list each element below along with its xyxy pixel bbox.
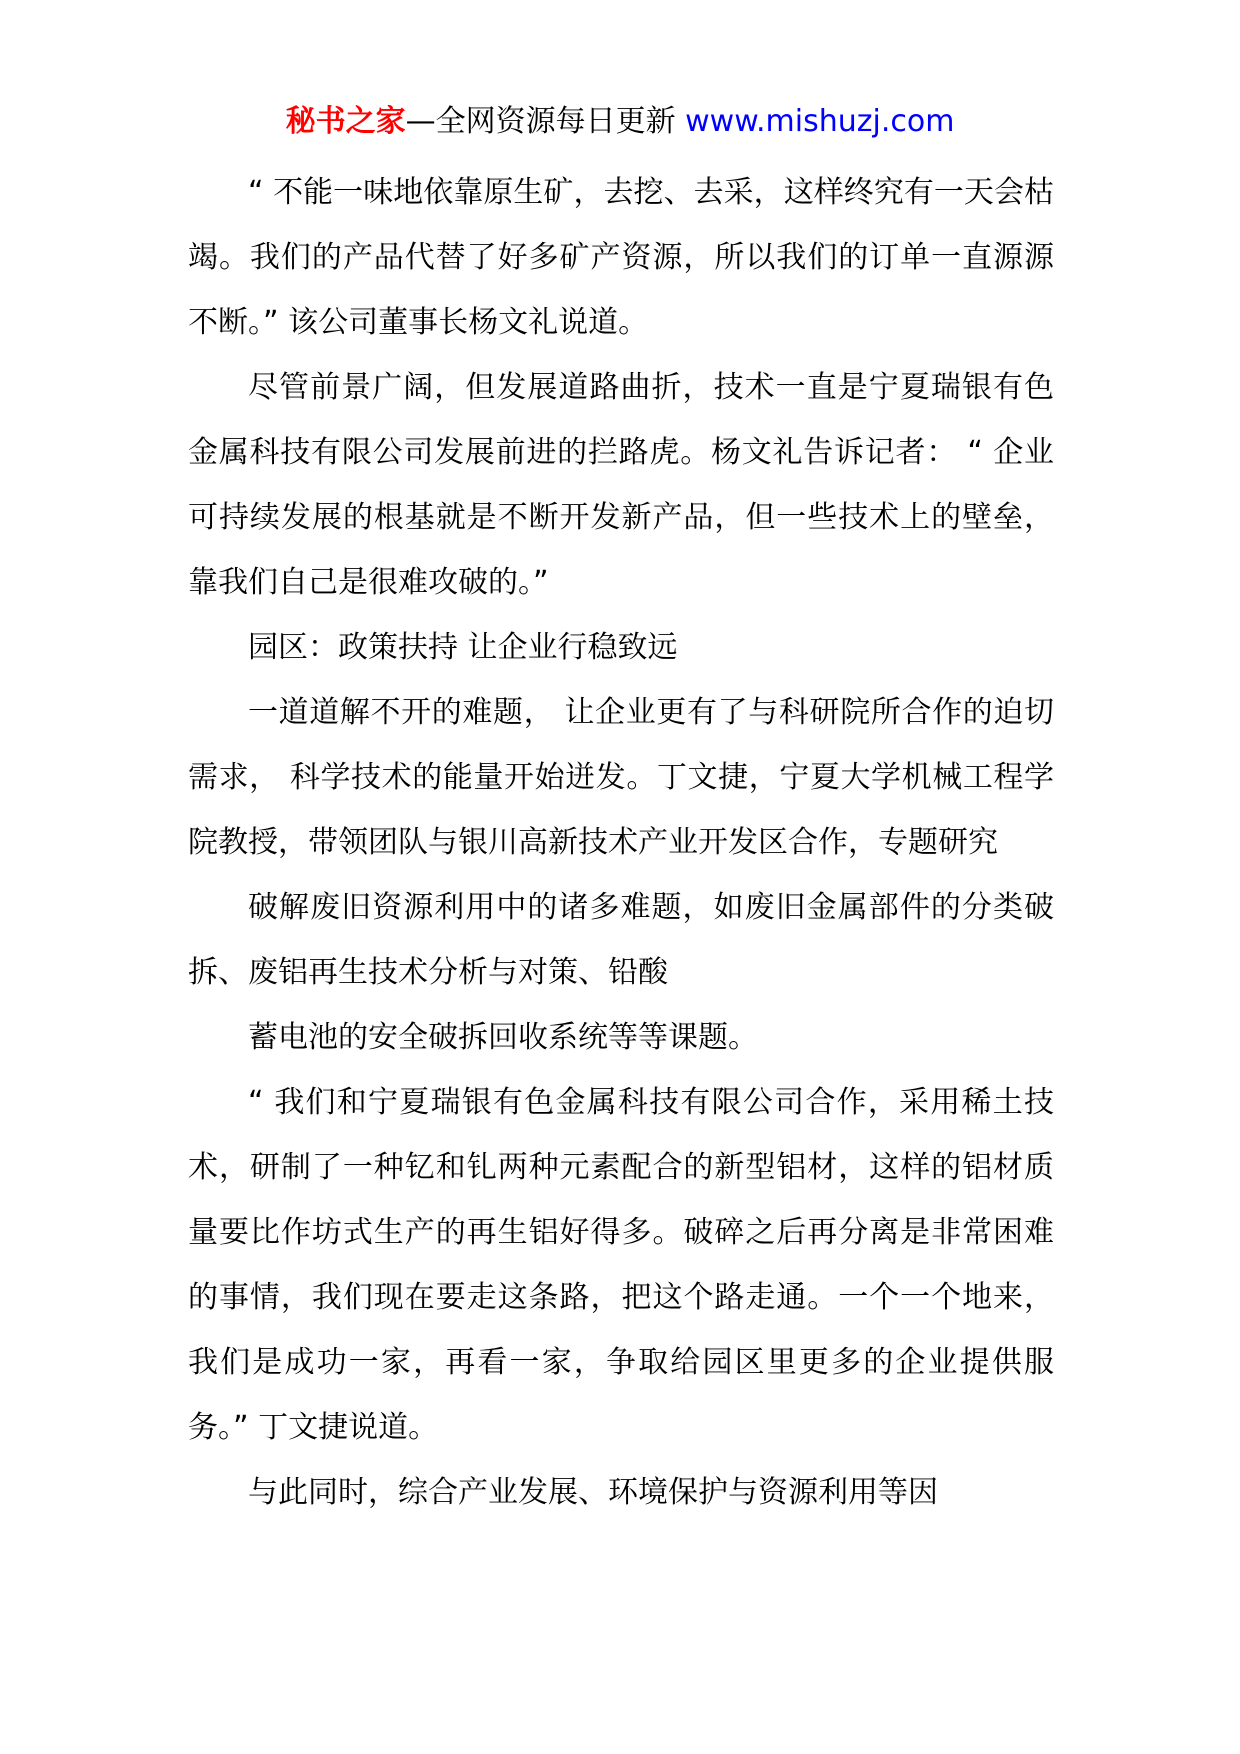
paragraph: 尽管前景广阔，但发展道路曲折，技术一直是宁夏瑞银有色金属科技有限公司发展前进的拦路虎。杨文礼告诉记者： “ 企业可持续发展的根基就是不断开发新产品，但一些技术上的壁垒，靠我们自己是很难攻破的。”: [188, 370, 1054, 600]
page-header: [0, 100, 1240, 144]
paragraph: “ 我们和宁夏瑞银有色金属科技有限公司合作，采用稀土技术，研制了一种钇和钆两种元素配合的新型铝材，这样的铝材质量要比作坊式生产的再生铝好得多。破碎之后再分离是非常困难的事情，我们现在要走这条路，把这个路走通。一个一个地来，我们是成功一家，再看一家，争取给园区里更多的企业提供服务。” 丁文捷说道。: [188, 1085, 1054, 1445]
paragraph: 一道道解不开的难题， 让企业更有了与科研院所合作的迫切需求， 科学技术的能量开始迸发。丁文捷，宁夏大学机械工程学院教授，带领团队与银川高新技术产业开发区合作，专题研究: [188, 695, 1054, 860]
header-tagline: —全网资源每日更新: [405, 104, 676, 139]
article-body: [188, 160, 1054, 1525]
paragraph: 破解废旧资源利用中的诸多难题，如废旧金属部件的分类破拆、废铝再生技术分析与对策、铅酸: [188, 890, 1054, 990]
paragraph: 与此同时，综合产业发展、环境保护与资源利用等因: [248, 1475, 938, 1510]
section-heading: 园区：政策扶持 让企业行稳致远: [248, 630, 678, 665]
site-url-link[interactable]: www.mishuzj.com: [685, 104, 955, 139]
paragraph: “ 不能一味地依靠原生矿，去挖、去采，这样终究有一天会枯竭。我们的产品代替了好多矿产资源，所以我们的订单一直源源不断。” 该公司董事长杨文礼说道。: [188, 175, 1054, 340]
paragraph: 蓄电池的安全破拆回收系统等等课题。: [248, 1020, 758, 1055]
brand-name: 秘书之家: [285, 104, 406, 139]
